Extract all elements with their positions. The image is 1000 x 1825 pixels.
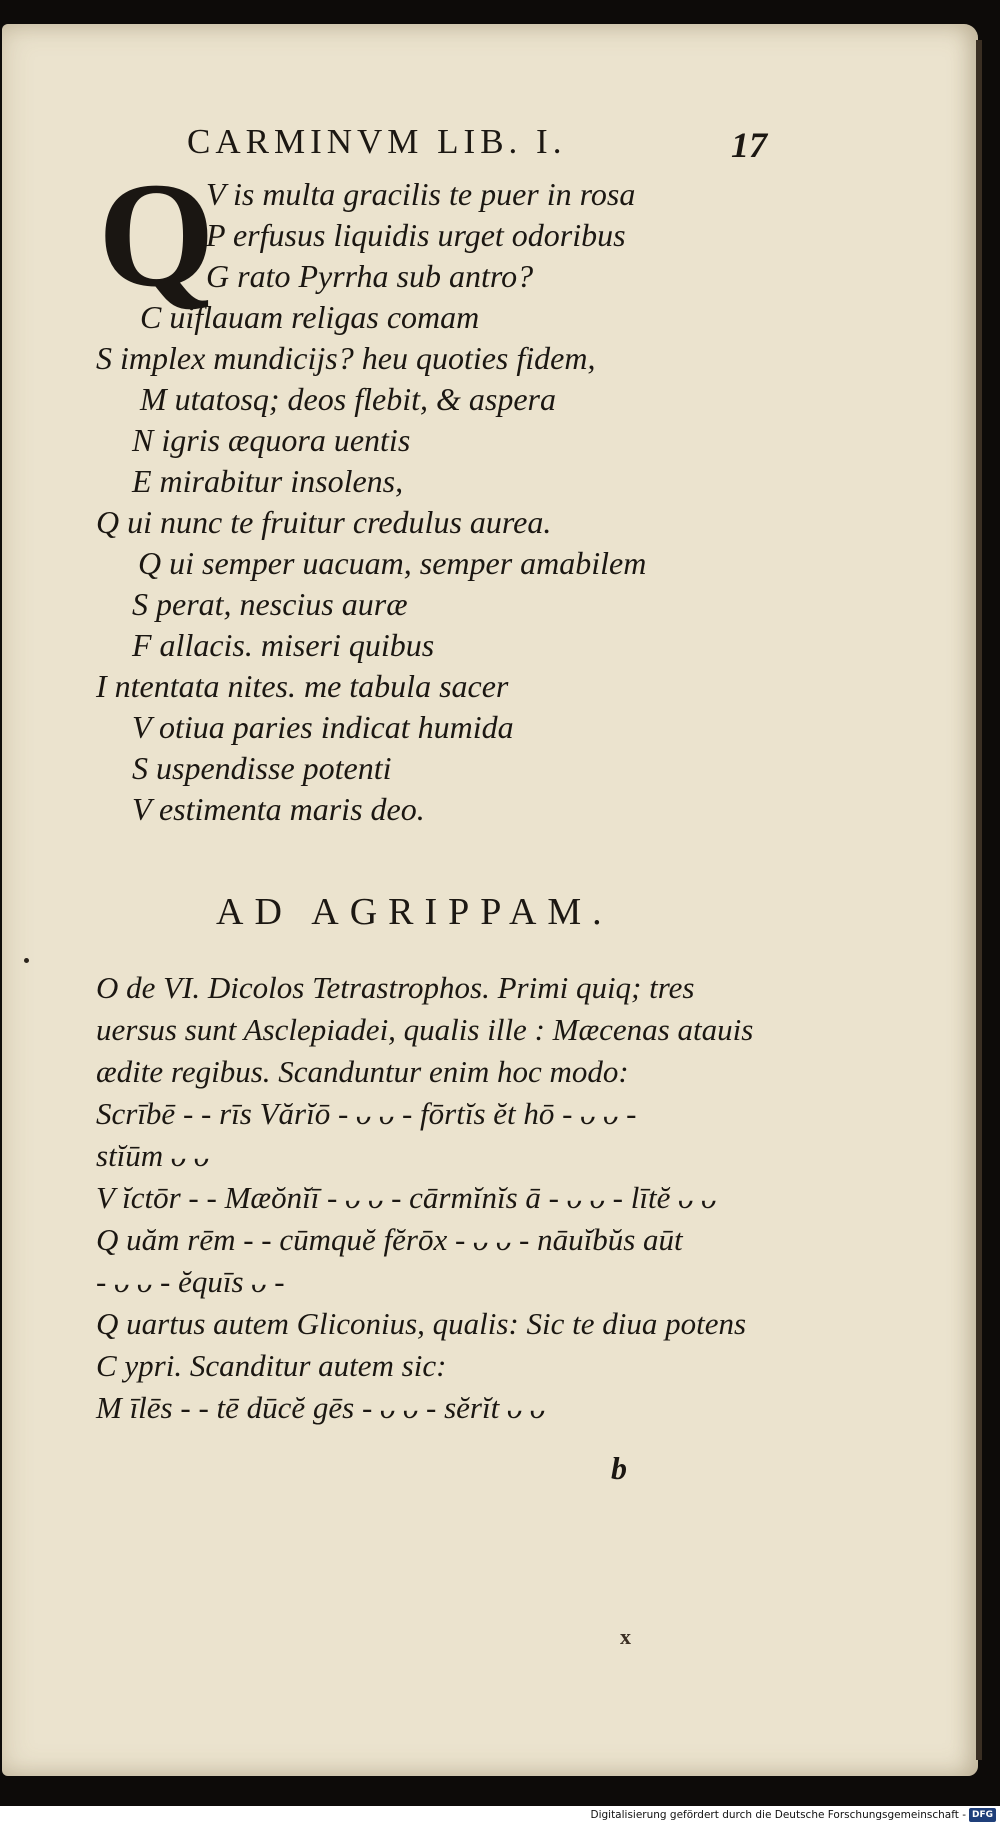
verse-line: N igris æquora uentis [132, 422, 411, 458]
verse-line: F allacis. miseri quibus [132, 627, 435, 663]
prose-line: C ypri. Scanditur autem sic: [96, 1348, 447, 1383]
page-number: 17 [731, 125, 767, 165]
prose-line: ædite regibus. Scanduntur enim hoc modo: [96, 1054, 629, 1089]
verse-line: C uiflauam religas comam [140, 299, 480, 335]
prose-line: stĭūm ᴗ ᴗ [96, 1138, 210, 1173]
verse-line: S perat, nescius auræ [132, 586, 408, 622]
verse-line: Q ui nunc te fruitur credulus aurea. [96, 504, 552, 540]
ode-title: AD AGRIPPAM. [216, 891, 613, 933]
verse-line: S uspendisse potenti [132, 750, 392, 786]
prose-line: Q uartus autem Gliconius, qualis: Sic te diua potens [96, 1306, 747, 1341]
verse-line: M utatosq; deos flebit, & aspera [140, 381, 556, 417]
prose-line: uersus sunt Asclepiadei, qualis ille : Mæcenas atauis [96, 1012, 754, 1047]
verse-line: G rato Pyrrha sub antro? [206, 258, 534, 294]
signature-mark: b [611, 1450, 627, 1486]
prose-line: O de VI. Dicolos Tetrastrophos. Primi quiq; tres [96, 970, 695, 1005]
verse-line: I ntentata nites. me tabula sacer [96, 668, 509, 704]
prose-line: Scrībē - - rīs Vărĭō - ᴗ ᴗ - fōrtĭs ĕt hō - ᴗ ᴗ - [96, 1096, 637, 1131]
verse-line: P erfusus liquidis urget odoribus [206, 217, 626, 253]
verse-line: E mirabitur insolens, [132, 463, 404, 499]
running-head [187, 122, 767, 172]
prose-line: Q uăm rēm - - cūmquĕ fĕrōx - ᴗ ᴗ - nāuĭbŭs aūt [96, 1222, 683, 1257]
verse-line: V otiua paries indicat humida [132, 709, 514, 745]
footer-bar [0, 1806, 1000, 1825]
ink-speck [24, 958, 29, 963]
bottom-mark: x [620, 1624, 631, 1649]
verse-line: V estimenta maris deo. [132, 791, 425, 827]
page-edge [976, 40, 982, 1760]
prose-line: V ĭctōr - - Mæŏnĭī - ᴗ ᴗ - cārmĭnĭs ā - ᴗ ᴗ - lītĕ ᴗ ᴗ [96, 1180, 717, 1215]
verse-line: Q ui semper uacuam, semper amabilem [138, 545, 647, 581]
verse-line: V is multa gracilis te puer in rosa [206, 176, 636, 212]
book-page [2, 24, 978, 1776]
dfg-logo: DFG [969, 1808, 996, 1822]
prose-line: M īlēs - - tē dūcĕ gēs - ᴗ ᴗ - sĕrĭt ᴗ ᴗ [96, 1390, 546, 1425]
running-title: CARMINVM LIB. I. [187, 122, 567, 161]
drop-capital: Q [98, 152, 215, 318]
funding-credit: Digitalisierung gefördert durch die Deutsche Forschungsgemeinschaft - [590, 1809, 966, 1821]
prose-line: - ᴗ ᴗ - ĕquīs ᴗ - [96, 1264, 285, 1299]
verse-line: S implex mundicijs? heu quoties fidem, [96, 340, 596, 376]
